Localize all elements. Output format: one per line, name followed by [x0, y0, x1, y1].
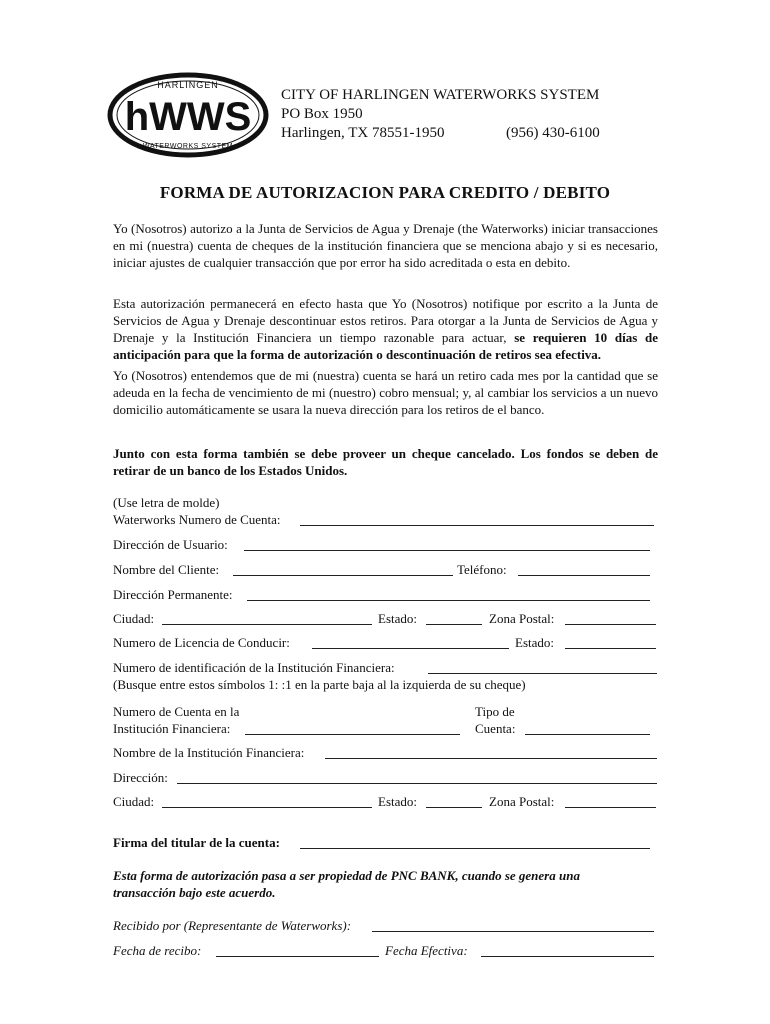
account-type-label-1: Tipo de — [475, 704, 515, 719]
client-name-label: Nombre del Cliente: — [113, 562, 220, 577]
city2-label: Ciudad: — [113, 794, 155, 809]
account-at-label-1: Numero de Cuenta en la — [113, 704, 240, 719]
svg-text:hWWS: hWWS — [124, 95, 252, 139]
zip2-field[interactable] — [565, 807, 656, 808]
po-box: PO Box 1950 — [281, 106, 363, 122]
license-number-field[interactable] — [312, 648, 509, 649]
page-title: FORMA DE AUTORIZACION PARA CREDITO / DEBITO — [159, 183, 611, 202]
signature-field[interactable] — [300, 848, 650, 849]
institution-id-label: Numero de identificación de la Institución Financiera: — [113, 660, 395, 675]
permanent-address-label: Dirección Permanente: — [113, 587, 233, 602]
client-name-field[interactable] — [233, 575, 453, 576]
paragraph-cancelled-check: Junto con esta forma también se debe proveer un cheque cancelado. Los fondos se deben de retirar de un banco de los Estados Unidos. — [113, 446, 658, 478]
paragraph-effect — [113, 295, 658, 363]
account-at-field[interactable] — [245, 734, 460, 735]
city-zip: Harlingen, TX 78551-1950 — [281, 125, 445, 141]
received-date-label: Fecha de recibo: — [113, 943, 202, 958]
license-state-field[interactable] — [565, 648, 656, 649]
paragraph-authorization: Yo (Nosotros) autorizo a la Junta de Servicios de Agua y Drenaje (the Waterworks) iniciar transacciones en mi (nuestra) cuenta de cheques de la institución financiera que se menciona abajo y si es necesario, iniciar ajustes de cualquier transacción que por error ha sido acreditada o esta en debito. — [113, 221, 658, 270]
institution-id-field[interactable] — [428, 673, 657, 674]
svg-text:WATERWORKS SYSTEM: WATERWORKS SYSTEM — [142, 143, 234, 150]
phone-field[interactable] — [518, 575, 650, 576]
paragraph-understanding: Yo (Nosotros) entendemos que de mi (nuestra) cuenta se hará un retiro cada mes por la cantidad que se adeuda en la fecha de vencimiento de mi (nuestro) cobro mensual; y, al cambiar los servicios a un nuevo domicilio automáticamente se usara la nueva dirección para los retiros de el banco. — [113, 368, 658, 417]
state-label: Estado: — [378, 611, 417, 626]
hwws-logo — [107, 72, 269, 158]
city-label: Ciudad: — [113, 611, 155, 626]
zip-field[interactable] — [565, 624, 656, 625]
effective-date-label: Fecha Efectiva: — [385, 943, 468, 958]
city2-field[interactable] — [162, 807, 372, 808]
license-number-label: Numero de Licencia de Conducir: — [113, 635, 290, 650]
institution-id-hint: (Busque entre estos símbolos 1: :1 en la parte baja al la izquierda de su cheque) — [113, 677, 526, 692]
state-field[interactable] — [426, 624, 482, 625]
account-type-field[interactable] — [525, 734, 650, 735]
org-phone: (956) 430-6100 — [506, 125, 600, 141]
license-state-label: Estado: — [515, 635, 554, 650]
permanent-address-field[interactable] — [247, 600, 650, 601]
pnc-note: Esta forma de autorización pasa a ser propiedad de PNC BANK, cuando se genera una transacción bajo este acuerdo. — [113, 868, 580, 900]
institution-name-field[interactable] — [325, 758, 657, 759]
address-label: Dirección: — [113, 770, 168, 785]
account-number-label: Waterworks Numero de Cuenta: — [113, 512, 281, 527]
paragraph-effect-normal: Esta autorización permanecerá en efecto hasta que Yo (Nosotros) notifique por escrito a la Junta de Servicios de Agua y Drenaje descontinuar estos retiros. Para otorgar a la Junta de Servicios de Agua y Drenaje y la Institución Financiera un tiempo razonable para actuar, — [113, 296, 658, 345]
user-address-field[interactable] — [244, 550, 650, 551]
account-number-field[interactable] — [300, 525, 654, 526]
effective-date-field[interactable] — [481, 956, 654, 957]
paragraph-effect-bold: se requieren 10 días de anticipación para que la forma de autorización o descontinuación de retiros sea efectiva. — [113, 330, 658, 362]
user-address-label: Dirección de Usuario: — [113, 537, 228, 552]
received-date-field[interactable] — [216, 956, 379, 957]
institution-name-label: Nombre de la Institución Financiera: — [113, 745, 305, 760]
address-field[interactable] — [177, 783, 657, 784]
received-by-field[interactable] — [372, 931, 654, 932]
org-name: CITY OF HARLINGEN WATERWORKS SYSTEM — [281, 87, 600, 103]
state2-label: Estado: — [378, 794, 417, 809]
zip2-label: Zona Postal: — [489, 794, 555, 809]
svg-text:HARLINGEN: HARLINGEN — [157, 80, 219, 90]
signature-label: Firma del titular de la cuenta: — [113, 835, 280, 850]
account-at-label-2: Institución Financiera: — [113, 721, 231, 736]
state2-field[interactable] — [426, 807, 482, 808]
received-by-label: Recibido por (Representante de Waterworks): — [113, 918, 352, 933]
print-note: (Use letra de molde) — [113, 495, 220, 510]
account-type-label-2: Cuenta: — [475, 721, 516, 736]
zip-label: Zona Postal: — [489, 611, 555, 626]
city-field[interactable] — [162, 624, 372, 625]
phone-label: Teléfono: — [457, 562, 507, 577]
